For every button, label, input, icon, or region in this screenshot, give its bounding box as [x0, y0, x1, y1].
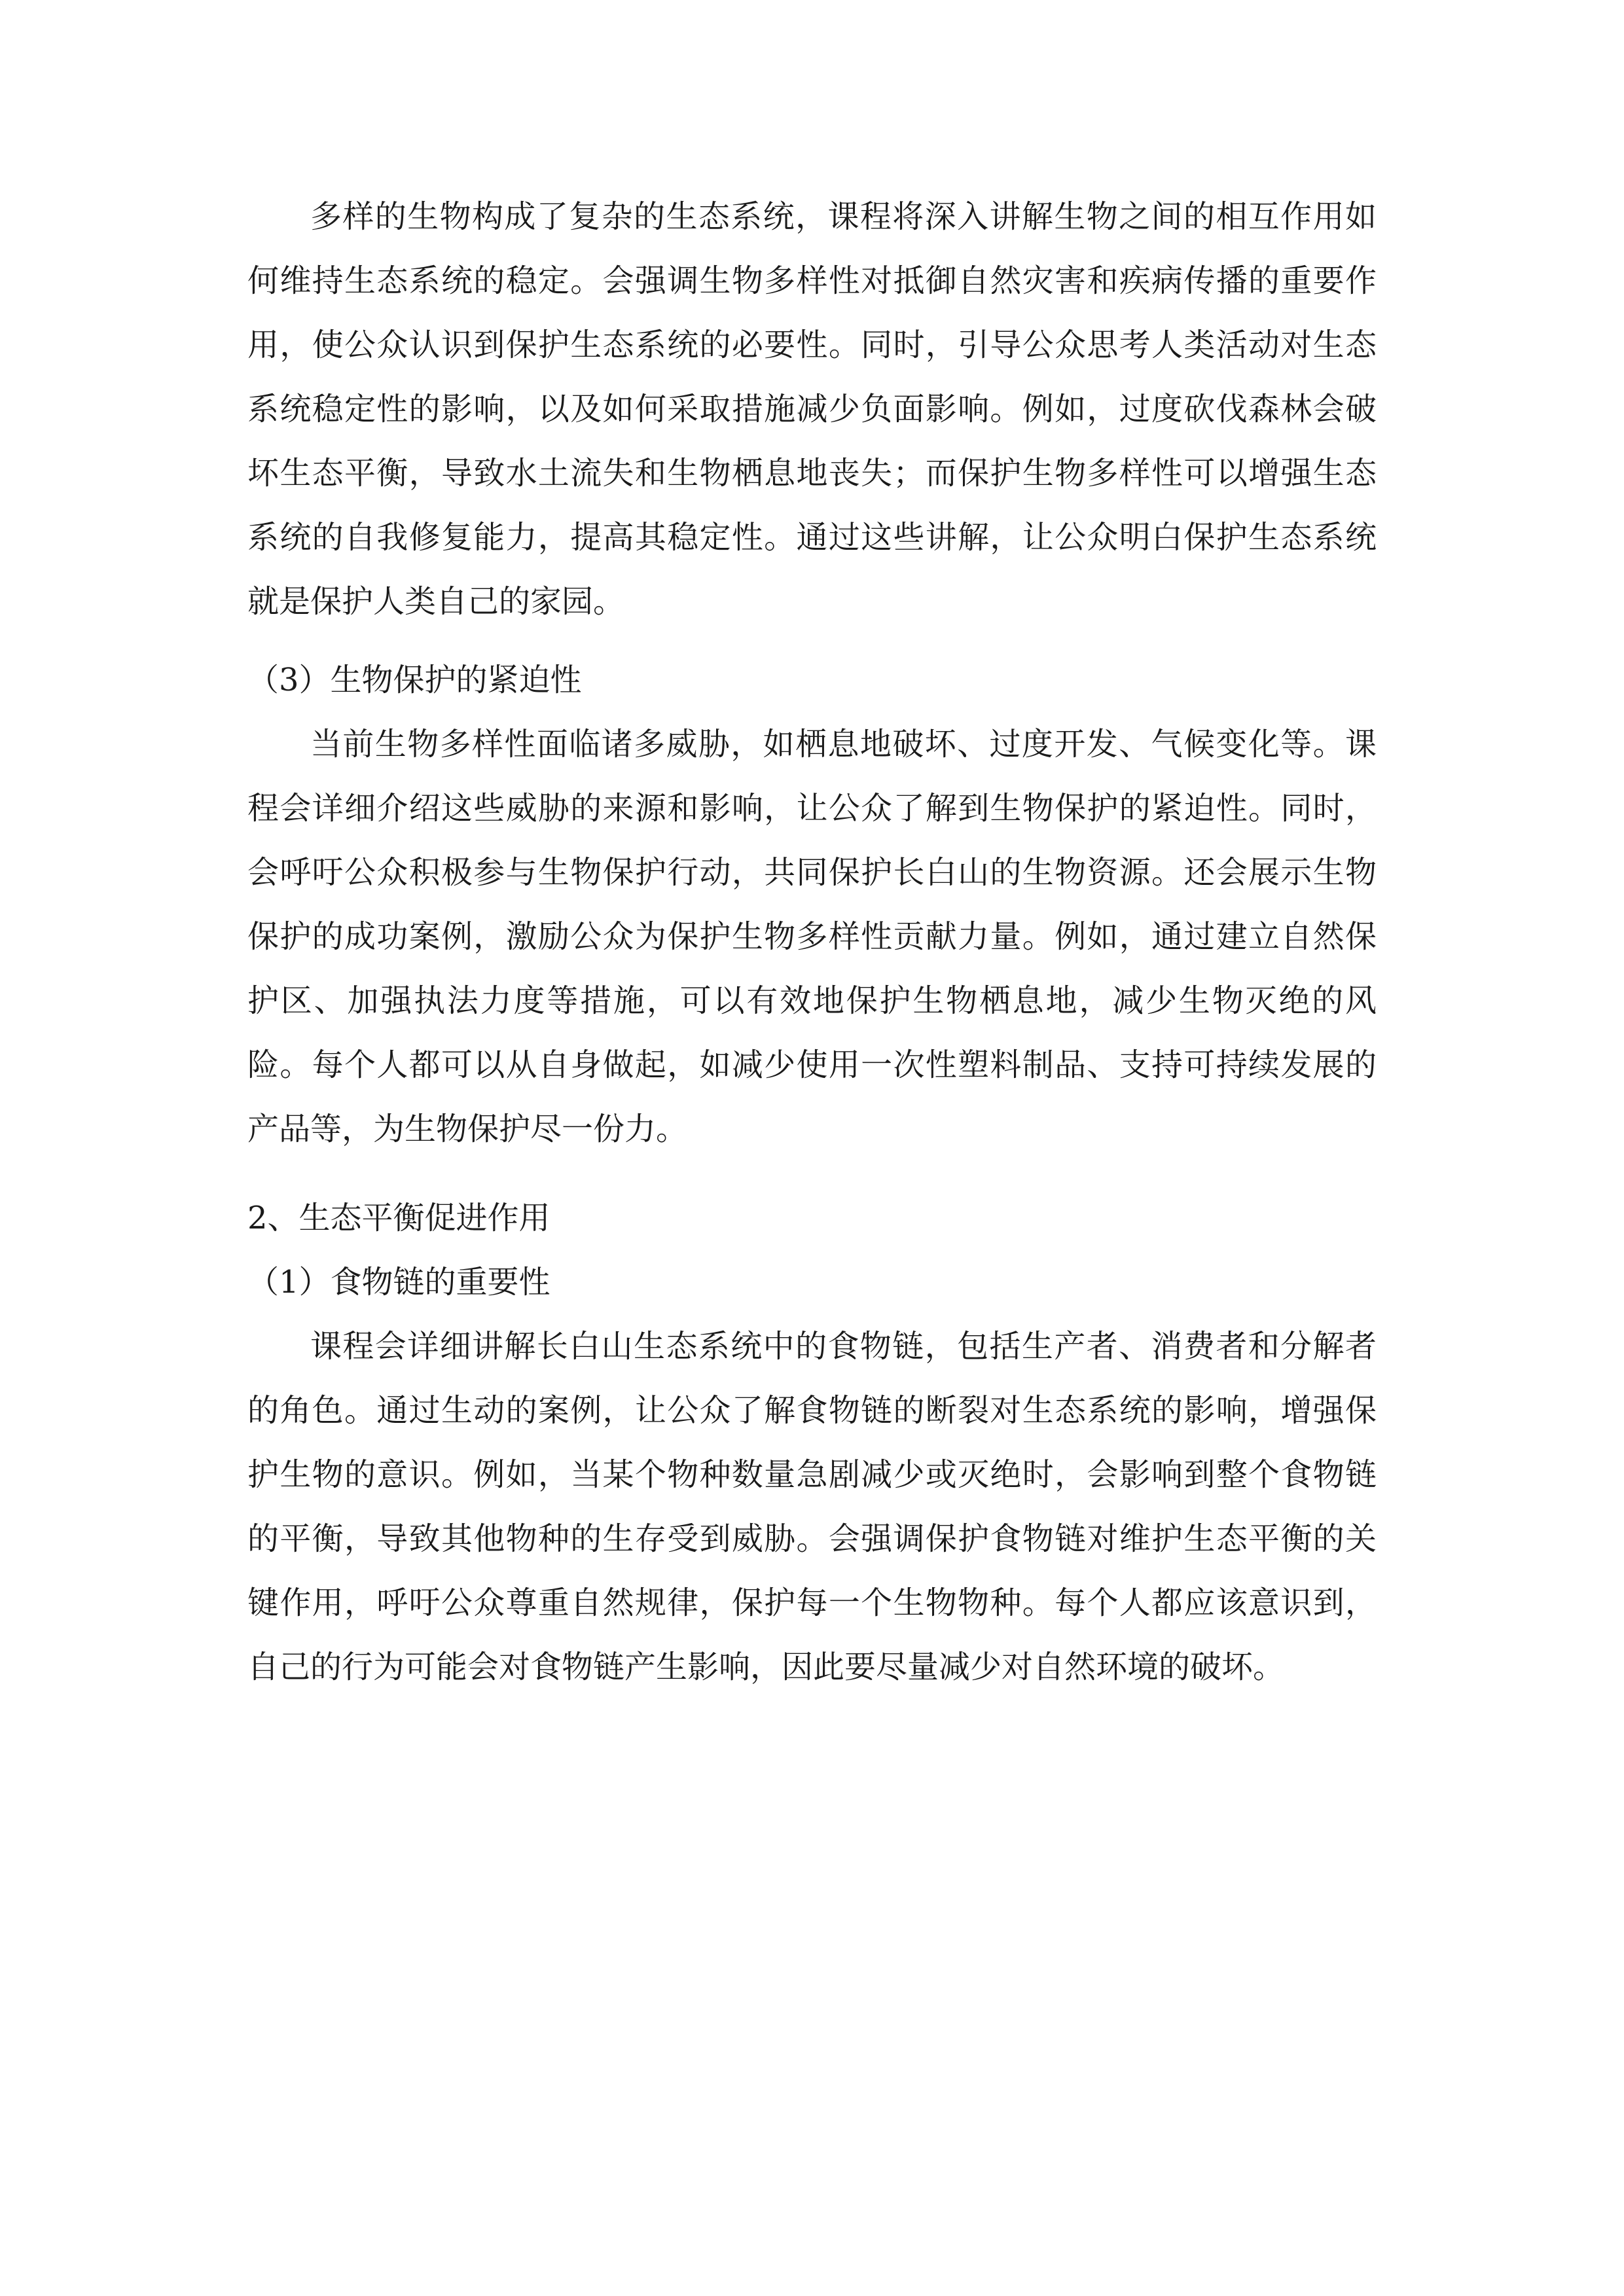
paragraph-ecosystem-stability: 多样的生物构成了复杂的生态系统，课程将深入讲解生物之间的相互作用如何维持生态系统的稳定。会强调生物多样性对抵御自然灾害和疾病传播的重要作用，使公众认识到保护生态系统的必要性。同时，引导公众思考人类活动对生态系统稳定性的影响，以及如何采取措施减少负面影响。例如，过度砍伐森林会破坏生态平衡，导致水土流失和生物栖息地丧失；而保护生物多样性可以增强生态系统的自我修复能力，提高其稳定性。通过这些讲解，让公众明白保护生态系统就是保护人类自己的家园。 [247, 198, 1377, 620]
heading-section-2: 2、生态平衡促进作用 [247, 1200, 550, 1236]
heading-food-chain: （1）食物链的重要性 [247, 1264, 550, 1300]
document-body [247, 185, 1377, 1699]
heading-urgency: （3）生物保护的紧迫性 [247, 662, 582, 698]
paragraph-urgency: 当前生物多样性面临诸多威胁，如栖息地破坏、过度开发、气候变化等。课程会详细介绍这些威胁的来源和影响，让公众了解到生物保护的紧迫性。同时，会呼吁公众积极参与生物保护行动，共同保护长白山的生物资源。还会展示生物保护的成功案例，激励公众为保护生物多样性贡献力量。例如，通过建立自然保护区、加强执法力度等措施，可以有效地保护生物栖息地，减少生物灭绝的风险。每个人都可以从自身做起，如减少使用一次性塑料制品、支持可持续发展的产品等，为生物保护尽一份力。 [247, 726, 1377, 1147]
paragraph-food-chain: 课程会详细讲解长白山生态系统中的食物链，包括生产者、消费者和分解者的角色。通过生动的案例，让公众了解食物链的断裂对生态系统的影响，增强保护生物的意识。例如，当某个物种数量急剧减少或灭绝时，会影响到整个食物链的平衡，导致其他物种的生存受到威胁。会强调保护食物链对维护生态平衡的关键作用，呼吁公众尊重自然规律，保护每一个生物物种。每个人都应该意识到，自己的行为可能会对食物链产生影响，因此要尽量减少对自然环境的破坏。 [247, 1328, 1377, 1685]
